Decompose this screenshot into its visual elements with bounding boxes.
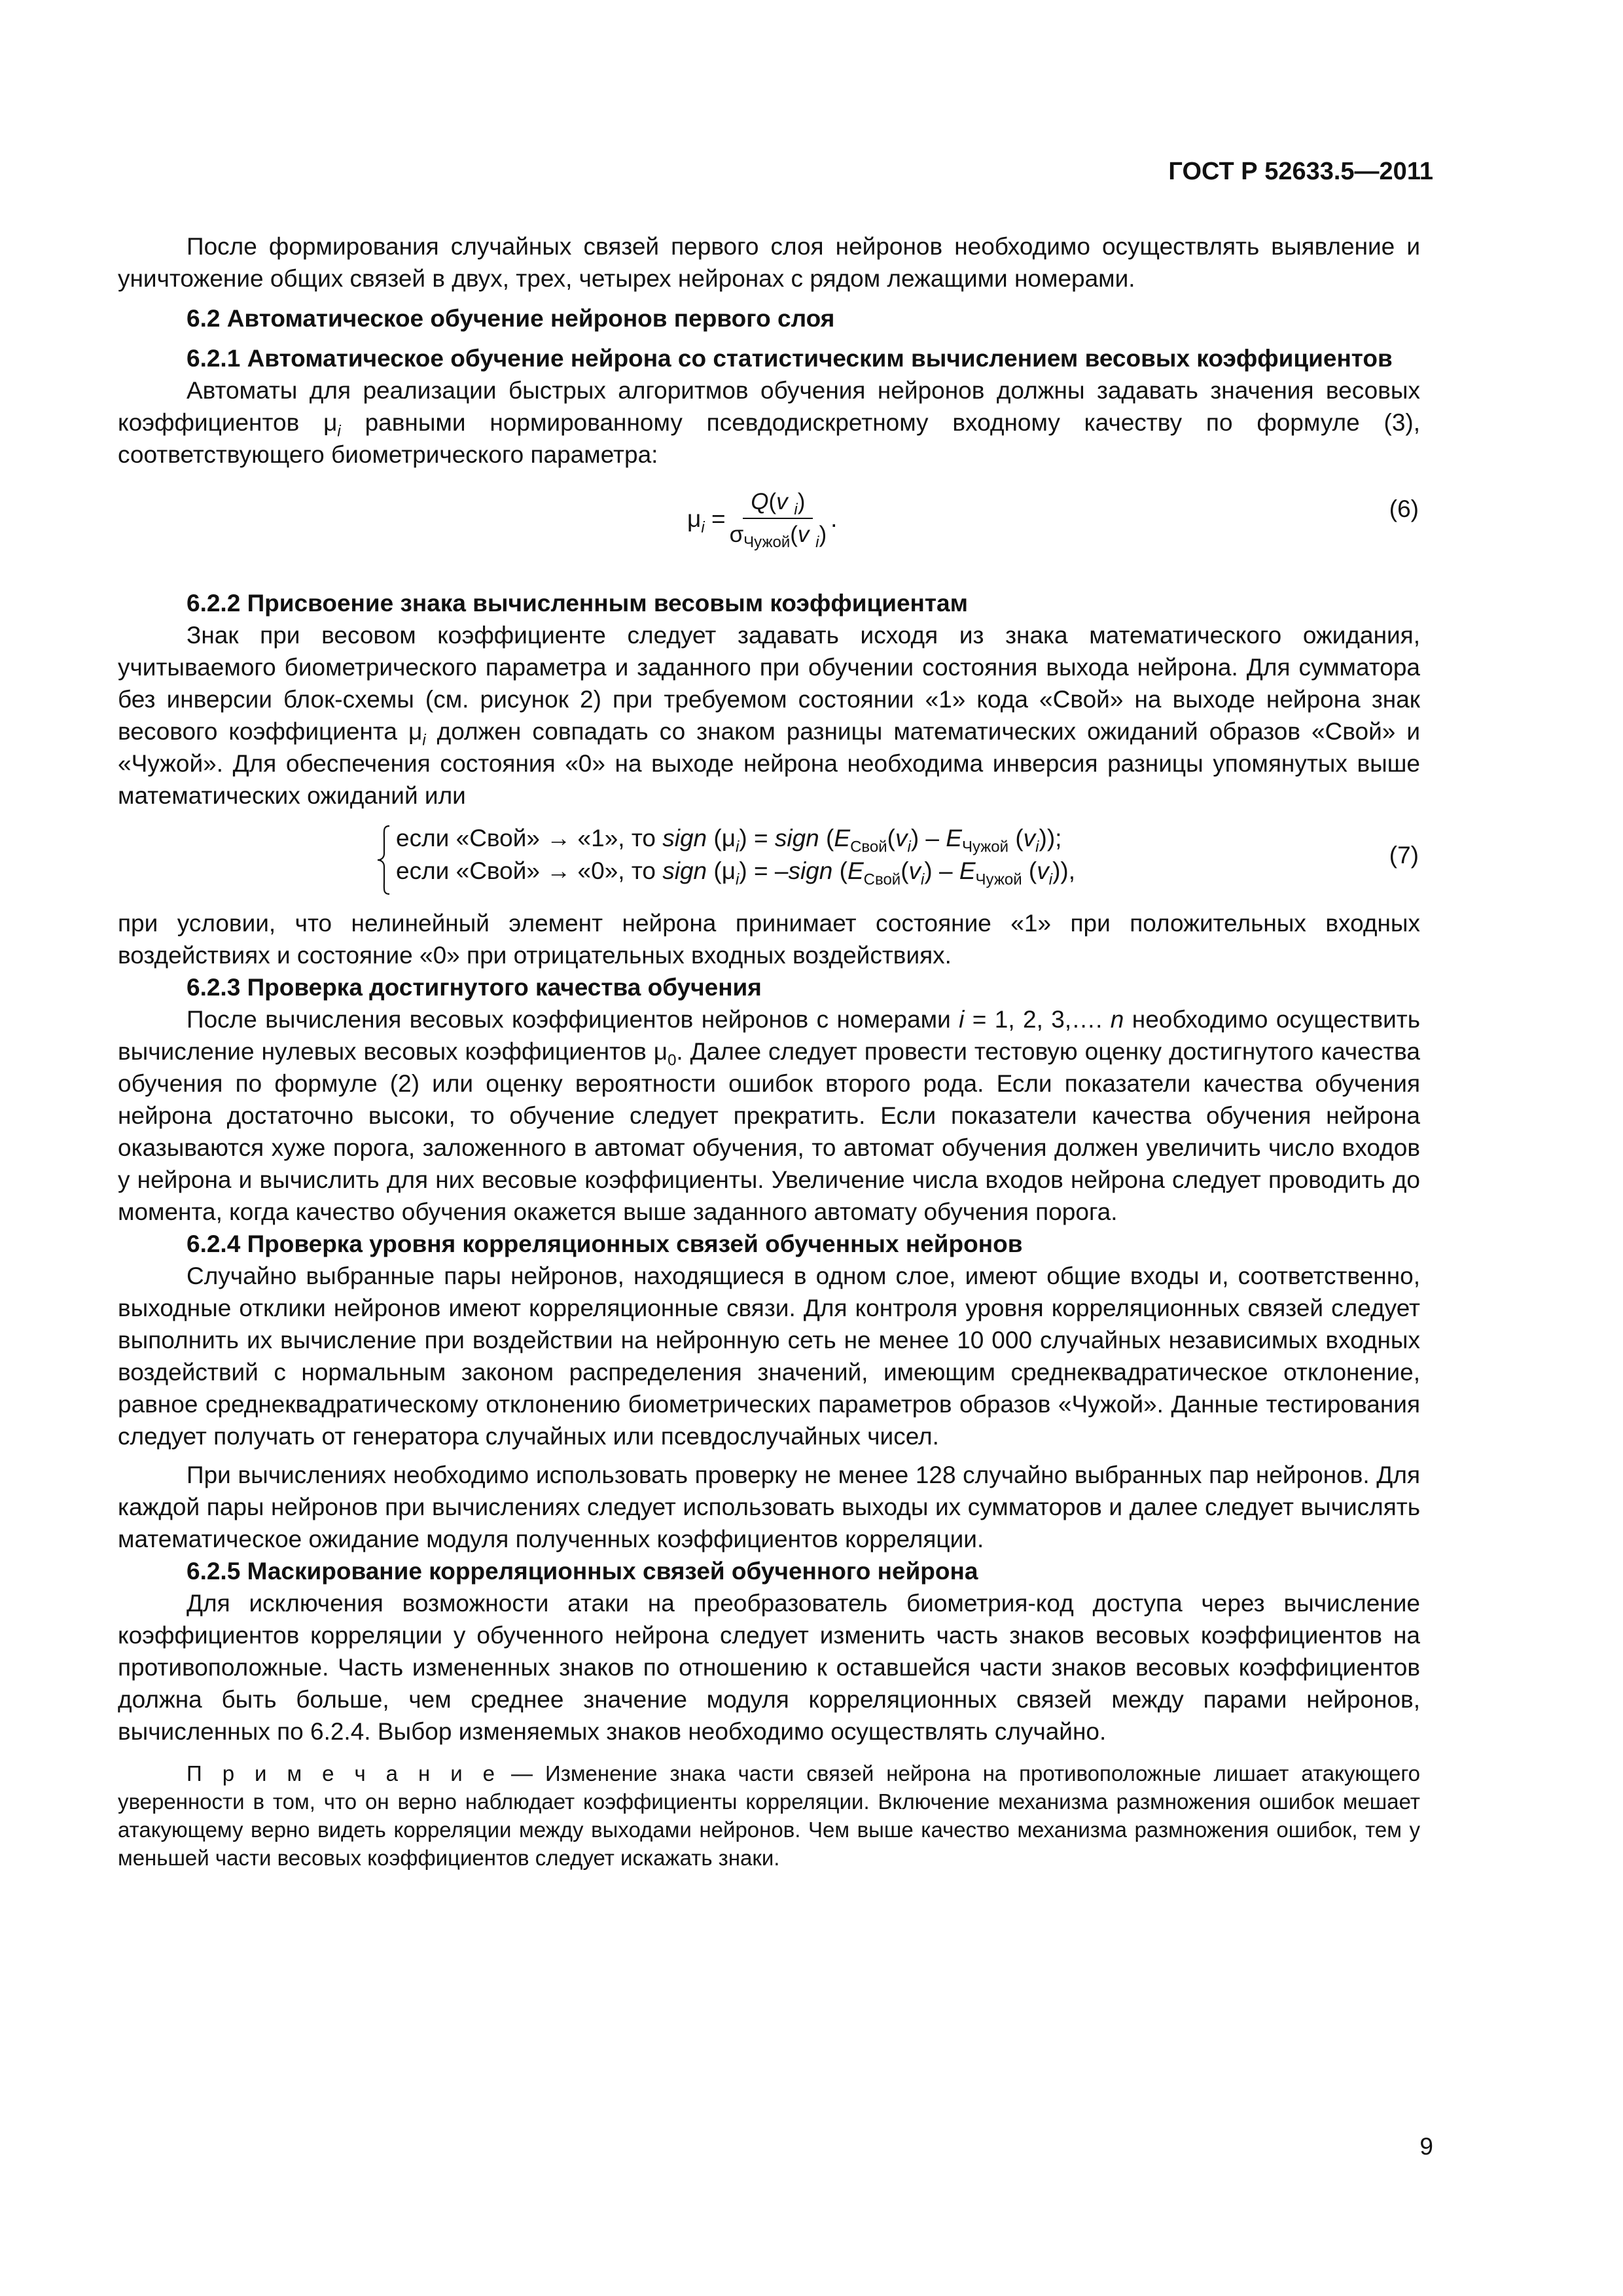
formula-7-number: (7)	[1389, 842, 1419, 869]
section-6-2-3-paragraph: После вычисления весовых коэффициентов нейронов с номерами i = 1, 2, 3,…. n необходимо осуществить вычисление нулевых весовых коэффициентов $\mu_0$. Далее следует провести тестовую оценку достигнутого качества обучения по формуле (2) или оценку вероятности ошибок второго рода. Если показатели качества обучения нейрона достаточно высоки, то обучение следует прекратить. Если показатели качества обучения нейрона оказываются хуже порога, заложенного в автомат обучения, то автомат обучения должен увеличить число входов у нейрона и вычислить для них весовые коэффициенты. Увеличение числа входов нейрона следует проводить до момента, когда качество обучения окажется выше заданного автомату обучения порога.	[118, 1006, 1421, 1225]
section-6-2-5-title: 6.2.5 Маскирование корреляционных связей обученного нейрона	[187, 1558, 978, 1585]
formula-7-line-1: если «Свой» → «1», то sign $(\mu_i)$ = sign ($E_{Свой}(v_i) - E_{Чужой}$ $(v_i)$);	[396, 825, 1062, 856]
section-6-2-5-paragraph: Для исключения возможности атаки на преобразователь биометрия-код доступа через вычисление коэффициентов корреляции у обученного нейрона следует изменить часть знаков весовых коэффициентов на противоположные. Часть измененных знаков по отношению к оставшейся части знаков весовых коэффициентов должна быть больше, чем среднее значение модуля корреляционных связей между парами нейронов, вычисленных по 6.2.4. Выбор изменяемых знаков необходимо осуществлять случайно.	[118, 1590, 1420, 1745]
note-paragraph	[118, 1759, 1420, 1872]
section-6-2-2-paragraph: Знак при весовом коэффициенте следует задавать исходя из знака математического ожидания, учитываемого биометрического параметра и заданного при обучении состояния выхода нейрона. Для сумматора без инверсии блок-схемы (см. рисунок 2) при требуемом состоянии «1» кода «Свой» на выходе нейрона знак весового коэффициента $\mu_i$ должен совпадать со знаком разницы математических ожиданий образов «Свой» и «Чужой». Для обеспечения состояния «0» на выходе нейрона необходима инверсия разницы упомянутых выше математических ожиданий или	[118, 622, 1421, 809]
section-6-2-1-title: 6.2.1 Автоматическое обучение нейрона со статистическим вычислением весовых коэффициентов	[187, 345, 1393, 372]
intro-paragraph: После формирования случайных связей первого слоя нейронов необходимо осуществлять выявление и уничтожение общих связей в двух, трех, четырех нейронах с рядом лежащими номерами.	[118, 233, 1420, 292]
section-6-2-2-title: 6.2.2 Присвоение знака вычисленным весовым коэффициентам	[187, 590, 968, 617]
page-content	[118, 230, 1420, 1872]
section-6-2-3-title: 6.2.3 Проверка достигнутого качества обучения	[187, 974, 762, 1001]
formula-6-fraction	[730, 488, 827, 549]
section-6-2-4-title: 6.2.4 Проверка уровня корреляционных связей обученных нейронов	[187, 1230, 1023, 1257]
formula-7-lines	[396, 822, 1075, 888]
section-6-2-4-paragraph-2: При вычислениях необходимо использовать проверку не менее 128 случайно выбранных пар нейронов. Для каждой пары нейронов при вычислениях следует использовать выходы их сумматоров и далее следует вычислять математическое ожидание модуля полученных коэффициентов корреляции.	[118, 1462, 1420, 1552]
note-label: П р и м е ч а н и е	[187, 1761, 499, 1785]
after-formula-7-paragraph: при условии, что нелинейный элемент нейрона принимает состояние «1» при положительных входных воздействиях и состояние «0» при отрицательных входных воздействиях.	[118, 910, 1420, 969]
note-text: — Изменение знака части связей нейрона на противоположные лишает атакующего уверенности в том, что он верно наблюдает коэффициенты корреляции. Включение механизма размножения ошибок мешает атакующему верно видеть корреляции между выходами нейронов. Чем выше качество механизма размножения ошибок, тем у меньшей части весовых коэффициентов следует искажать знаки.	[118, 1761, 1420, 1870]
formula-7-line-2: если «Свой» → «0», то sign $(\mu_i)$ = –sign ($E_{Свой}(v_i) - E_{Чужой}$ $(v_i)$),	[396, 857, 1076, 889]
document-id-header: ГОСТ Р 52633.5—2011	[1168, 158, 1433, 185]
formula-6	[118, 488, 1420, 558]
left-brace-icon	[376, 825, 392, 895]
page-number: 9	[1419, 2133, 1433, 2160]
section-6-2-1-paragraph: Автоматы для реализации быстрых алгоритмов обучения нейронов должны задавать значения весовых коэффициентов $\mu_i$ равными нормированному псевдодискретному входному качеству по формуле (3), соответствующего биометрического параметра:	[118, 377, 1421, 468]
formula-7	[118, 822, 1420, 901]
formula-6-numerator: Q(v $_i$)	[743, 488, 813, 519]
formula-6-expression: $\mu_i$ = $\frac{Q(v _i)}{\sigma_{Чужой}(v _i)}$ .	[687, 489, 838, 551]
section-6-2-4-paragraph-1: Случайно выбранные пары нейронов, находящиеся в одном слое, имеют общие входы и, соответственно, выходные отклики нейронов имеют корреляционные связи. Для контроля уровня корреляционных связей следует выполнить их вычисление при воздействии на нейронную сеть не менее 10 000 случайных независимых входных воздействий с нормальным законом распределения значений, имеющим среднеквадратическое отклонение, равное среднеквадратическому отклонению биометрических параметров образов «Чужой». Данные тестирования следует получать от генератора случайных или псевдослучайных чисел.	[118, 1263, 1420, 1450]
formula-6-number: (6)	[1389, 495, 1419, 522]
section-6-2-title: 6.2 Автоматическое обучение нейронов первого слоя	[187, 305, 835, 332]
formula-6-denominator: $\sigma_{Чужой}(v$ $_i$)	[729, 522, 827, 551]
formula-6-lhs: $\mu_i$ =	[687, 505, 726, 536]
